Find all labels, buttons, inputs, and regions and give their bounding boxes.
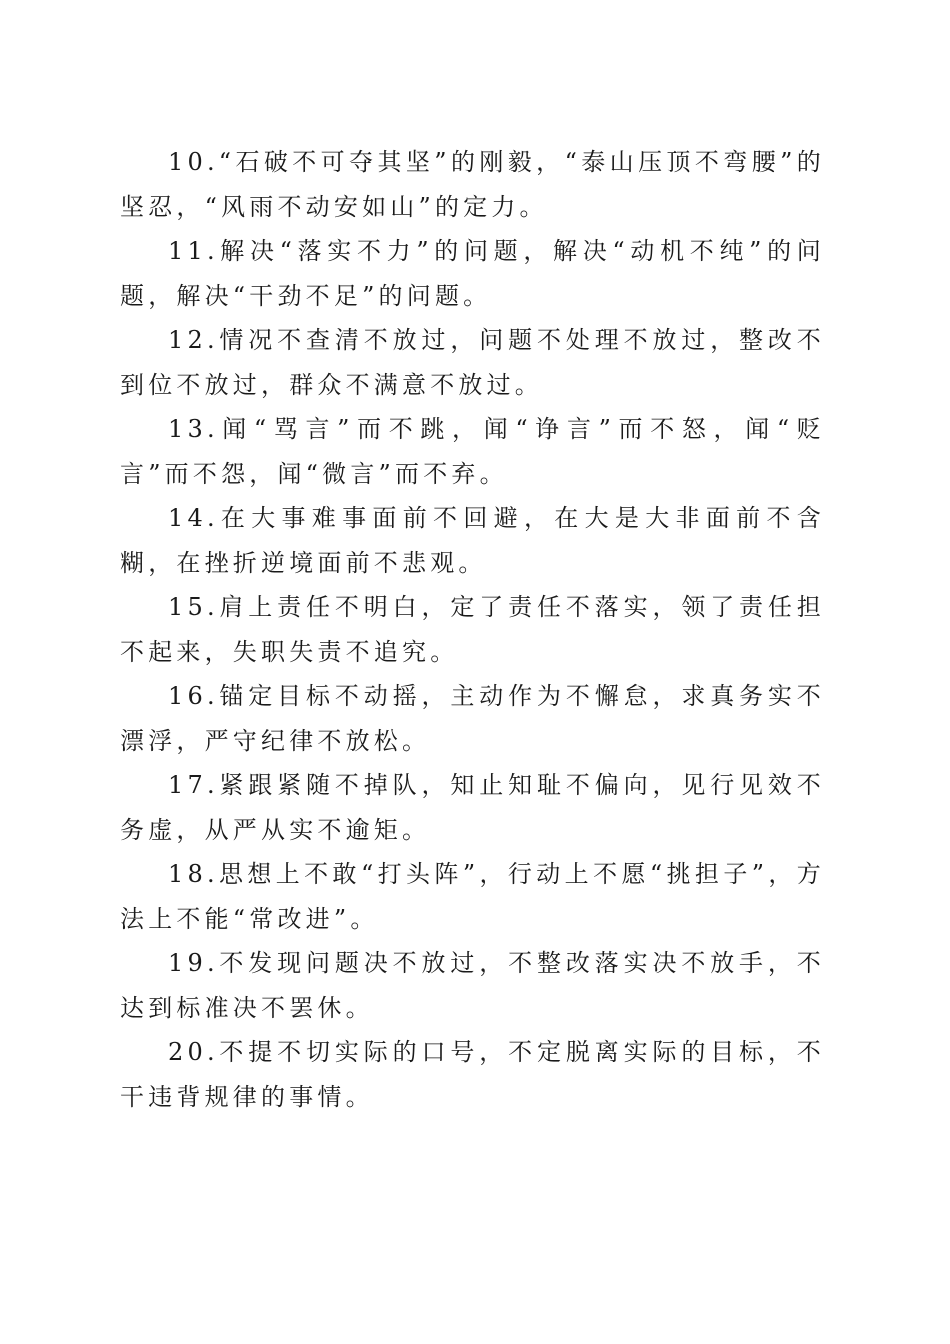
list-item: 16.锚定目标不动摇，主动作为不懈怠，求真务实不漂浮，严守纪律不放松。 (120, 682, 825, 755)
document-body (120, 140, 825, 1119)
list-item: 19.不发现问题决不放过，不整改落实决不放手，不达到标准决不罢休。 (120, 949, 825, 1022)
list-item: 17.紧跟紧随不掉队，知止知耻不偏向，见行见效不务虚，从严从实不逾矩。 (120, 771, 825, 844)
list-item: 18.思想上不敢“打头阵”，行动上不愿“挑担子”，方法上不能“常改进”。 (120, 860, 825, 933)
list-item: 14.在大事难事面前不回避，在大是大非面前不含糊，在挫折逆境面前不悲观。 (120, 504, 825, 577)
list-item: 20.不提不切实际的口号，不定脱离实际的目标，不干违背规律的事情。 (120, 1038, 825, 1111)
list-item: 12.情况不查清不放过，问题不处理不放过，整改不到位不放过，群众不满意不放过。 (120, 326, 825, 399)
list-item: 11.解决“落实不力”的问题，解决“动机不纯”的问题，解决“干劲不足”的问题。 (120, 237, 825, 310)
list-item: 15.肩上责任不明白，定了责任不落实，领了责任担不起来，失职失责不追究。 (120, 593, 825, 666)
list-item: 10.“石破不可夺其坚”的刚毅，“泰山压顶不弯腰”的坚忍，“风雨不动安如山”的定力。 (120, 148, 825, 221)
list-item: 13.闻“骂言”而不跳，闻“诤言”而不怒，闻“贬言”而不怨，闻“微言”而不弃。 (120, 415, 825, 488)
